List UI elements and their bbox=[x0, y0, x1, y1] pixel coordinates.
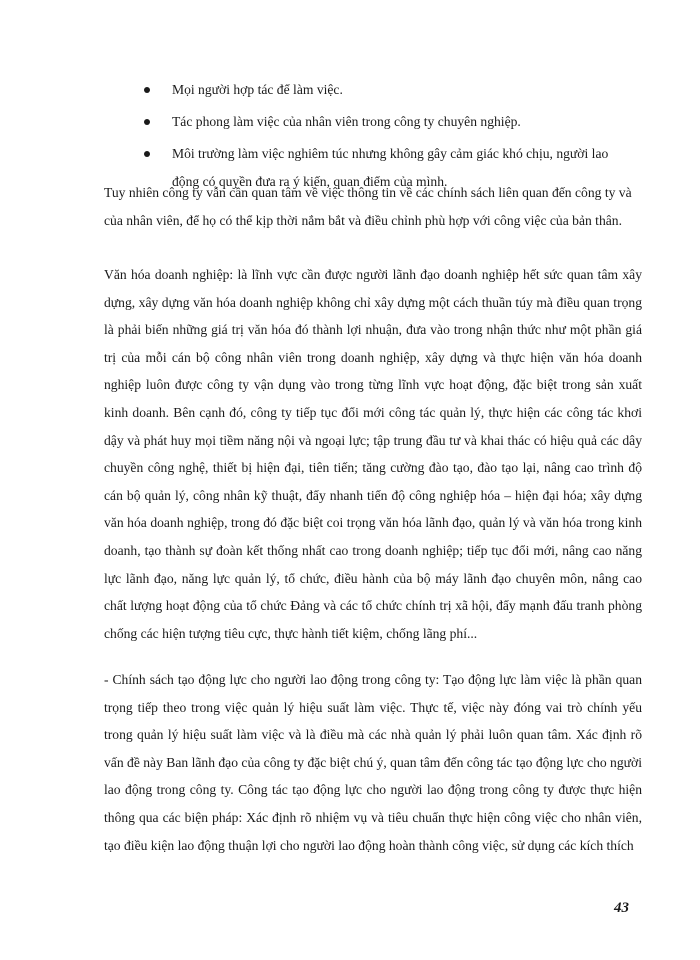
bullet-dot-icon bbox=[144, 151, 150, 157]
paragraph: Tuy nhiên công ty vẫn cần quan tâm về việc thông tin về các chính sách liên quan đến công ty và của nhân viên, để họ có thể kịp thời nắm bắt và điều chỉnh phù hợp với công việc của bản thân. bbox=[104, 185, 632, 228]
bullet-text: Mọi người hợp tác để làm việc. bbox=[172, 82, 343, 97]
page-number: 43 bbox=[614, 900, 629, 916]
bullet-dot-icon bbox=[144, 87, 150, 93]
paragraph: - Chính sách tạo động lực cho người lao động trong công ty: Tạo động lực làm việc là phần quan trọng tiếp theo trong việc quản lý hiệu suất làm việc. Thực tế, việc này đóng vai trò chính yếu trong quản lý hiệu suất làm việc và là điều mà các nhà quản lý phải luôn quan tâm. Xác định rõ vấn đề này Ban lãnh đạo của công ty đặc biệt chú ý, quan tâm đến công tác tạo động lực cho người lao động trong công ty. Công tác tạo động lực cho người lao động trong công ty được thực hiện thông qua các biện pháp: Xác định rõ nhiệm vụ và tiêu chuẩn thực hiện công việc cho nhân viên, tạo điều kiện lao động thuận lợi cho người lao động hoàn thành công việc, sử dụng các kích thích bbox=[104, 672, 642, 853]
bullet-text: Tác phong làm việc của nhân viên trong công ty chuyên nghiệp. bbox=[172, 114, 521, 129]
paragraph: Văn hóa doanh nghiệp: là lĩnh vực cần được người lãnh đạo doanh nghiệp hết sức quan tâm xây dựng, xây dựng văn hóa doanh nghiệp không chỉ xây dựng một cách thuần túy mà điều quan trọng là phải biến những giá trị văn hóa đó thành lợi nhuận, đưa vào trong nhận thức như một phần giá trị của mỗi cán bộ công nhân viên trong doanh nghiệp, xây dựng và thực hiện văn hóa doanh nghiệp luôn được công ty vận dụng vào trong từng lĩnh vực hoạt động, đặc biệt trong sản xuất kinh doanh. Bên cạnh đó, công ty tiếp tục đổi mới công tác quản lý, thực hiện các công tác khơi dậy và phát huy mọi tiềm năng nội và ngoại lực; tập trung đầu tư và khai thác có hiệu quả các dây chuyền công nghệ, thiết bị hiện đại, tiên tiến; tăng cường đào tạo, đào tạo lại, nâng cao trình độ cán bộ quản lý, công nhân kỹ thuật, đẩy nhanh tiến độ công nghiệp hóa – hiện đại hóa; xây dựng văn hóa doanh nghiệp, trong đó đặc biệt coi trọng văn hóa lãnh đạo, quản lý và văn hóa trong kinh doanh, tạo thành sự đoàn kết thống nhất cao trong doanh nghiệp; tiếp tục đổi mới, nâng cao năng lực lãnh đạo, năng lực quản lý, tổ chức, điều hành của bộ máy lãnh đạo chuyên môn, nâng cao chất lượng hoạt động của tổ chức Đảng và các tổ chức chính trị xã hội, đẩy mạnh đấu tranh phòng chống các hiện tượng tiêu cực, thực hành tiết kiệm, chống lãng phí... bbox=[104, 267, 642, 641]
bullet-list bbox=[144, 76, 624, 196]
bullet-dot-icon bbox=[144, 119, 150, 125]
bullet-item bbox=[144, 108, 624, 136]
bullet-text: Môi trường làm việc nghiêm túc nhưng không gây cảm giác khó chịu, người lao động có quyền đưa ra ý kiến, quan điểm của mình. bbox=[172, 146, 609, 189]
bullet-item bbox=[144, 76, 624, 104]
